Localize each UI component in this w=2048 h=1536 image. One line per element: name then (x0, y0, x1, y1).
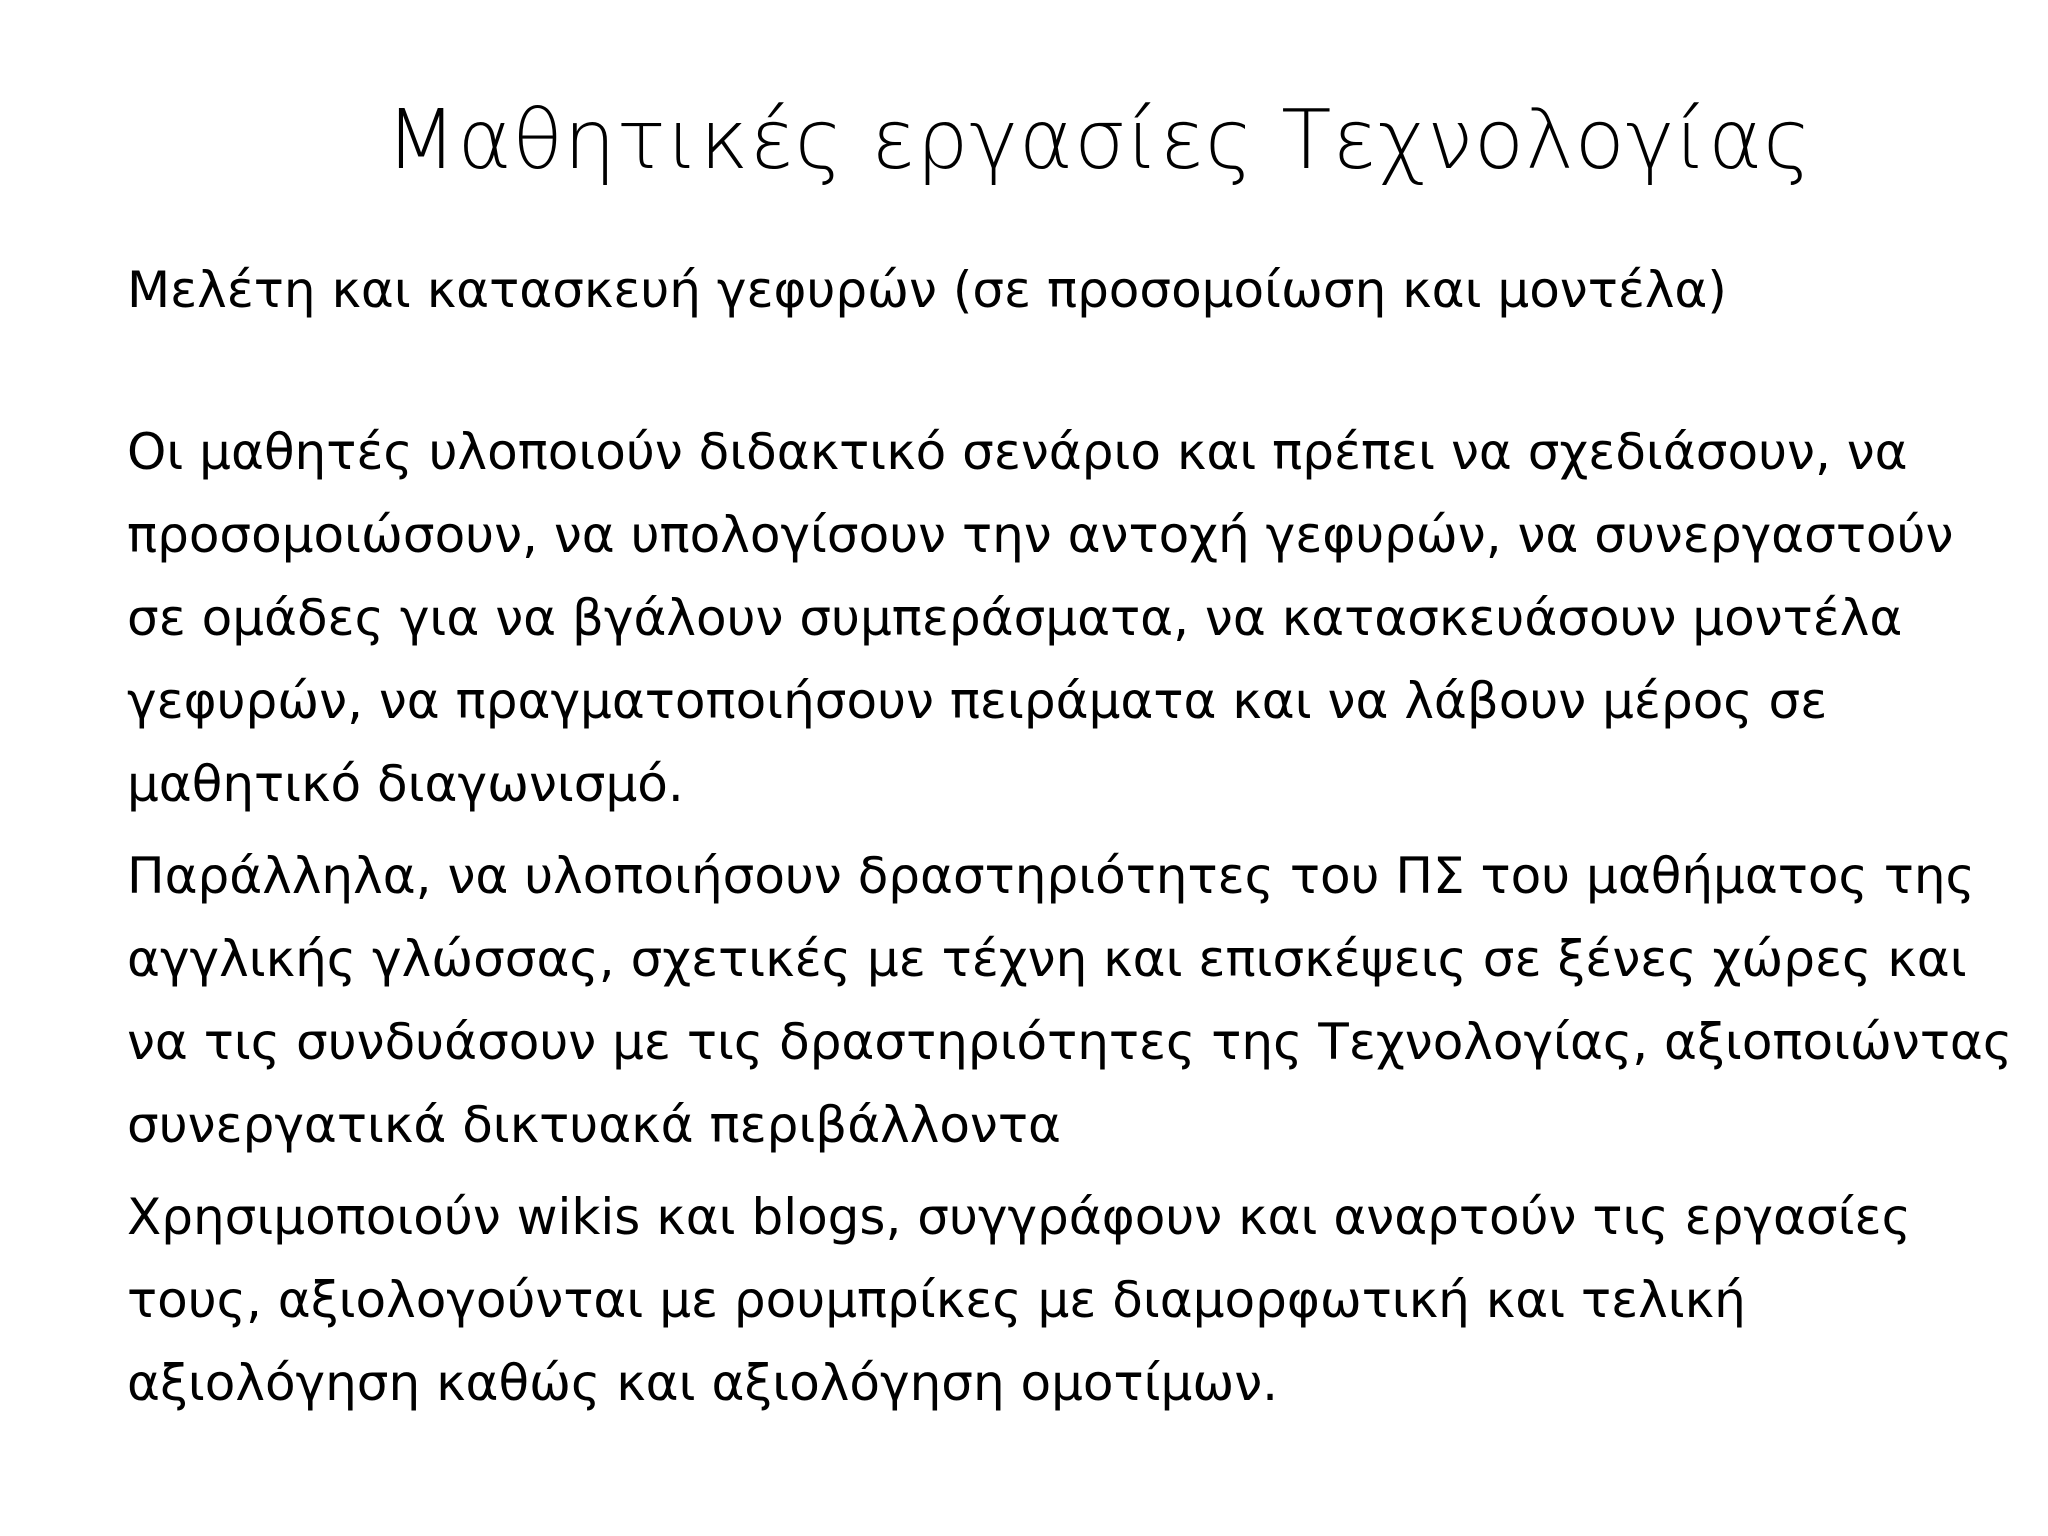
slide-title: Μαθητικές εργασίες Τεχνολογίας (385, 93, 1813, 188)
body-paragraph-english-activities: Παράλληλα, να υλοποιήσουν δραστηριότητες του ΠΣ του μαθήματος της αγγλικής γλώσσας, σχετικές με τέχνη και επισκέψεις σε ξένες χώρες και να τις συνδυάσουν με τις δραστηριότητες της Τεχνολογίας, αξιοποιώντας συνεργατικά δικτυακά περιβάλλοντα (127, 847, 2013, 1154)
body-paragraph-scenario: Οι μαθητές υλοποιούν διδακτικό σενάριο και πρέπει να σχεδιάσουν, να προσομοιώσουν, να υπολογίσουν την αντοχή γεφυρών, να συνεργαστούν σε ομάδες για να βγάλουν συμπεράσματα, να κατασκευάσουν μοντέλα γεφυρών, να πραγματοποιήσουν πειράματα και να λάβουν μέρος σε μαθητικό διαγωνισμό. (127, 423, 1954, 813)
slide-subtitle: Μελέτη και κατασκευή γεφυρών (σε προσομοίωση και μοντέλα) (127, 261, 1727, 319)
body-paragraph-wikis-blogs: Χρησιμοποιούν wikis και blogs, συγγράφουν και αναρτούν τις εργασίες τους, αξιολογούνται με ρουμπρίκες με διαμορφωτική και τελική αξιολόγηση καθώς και αξιολόγηση ομοτίμων. (127, 1188, 1911, 1412)
